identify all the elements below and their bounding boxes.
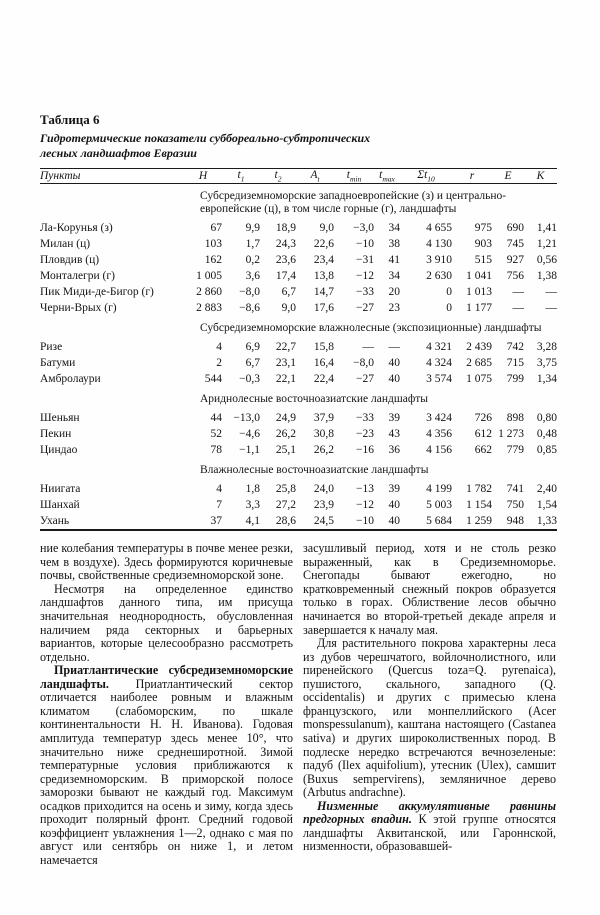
table-cell-value: 23,4 (313, 253, 334, 266)
table-cell-value: 3,75 (536, 356, 557, 369)
table-cell-value: 39 (388, 411, 400, 424)
table-cell-label: Амбролаури (40, 372, 101, 385)
table-row (40, 339, 557, 355)
table-cell-value: 750 (506, 498, 524, 511)
table-cell-value: 741 (506, 482, 524, 495)
table-cell-value: 9,0 (319, 221, 334, 234)
table-cell-value: 2 883 (196, 301, 222, 314)
table-cell-value: 5 684 (426, 514, 452, 527)
table-cell-value: 38 (388, 237, 400, 250)
group-header-row (40, 458, 557, 481)
table-cell-value: 162 (204, 253, 222, 266)
paragraph (303, 542, 556, 637)
table-cell-value: 715 (506, 356, 524, 369)
table-cell-value: 23,6 (275, 253, 296, 266)
table-cell-value: 36 (388, 443, 400, 456)
table-cell-label: Ла-Корунья (з) (40, 221, 113, 234)
table-cell-value: 9,9 (245, 221, 260, 234)
text-column-right (303, 542, 556, 867)
paragraph (303, 800, 556, 854)
table-cell-value: 4 (216, 482, 222, 495)
text-segment: Для растительного покрова характерны леса из дубов черешчатого, войлочнолистного, или пиренейского (Quercus toza=Q. pyrenaica), пушистого, скального, западного (Q. occidentalis) и других с примесью клена французского, или монпеллийского (Acer monspessulanum), каштана настоящего (Castanea sativa) и других широколиственных пород. В подлеске нередко встречаются вечнозеленые: падуб (Ilex aquifolium), утесник (Ulex), самшит (Buxus sempervirens), земляничное дерево (Arbutus andrachne). (303, 636, 556, 800)
table-cell-value: 16,4 (313, 356, 334, 369)
header-row (40, 169, 557, 184)
table-cell-label: Ризе (40, 340, 63, 353)
table-cell-value: −12 (356, 269, 374, 282)
table-body (40, 184, 557, 531)
table-cell-value: 3 574 (426, 372, 452, 385)
table-cell-value: −4,6 (239, 427, 260, 440)
table-row (40, 300, 557, 316)
table-cell-value: 756 (506, 269, 524, 282)
table-cell-value: — (545, 301, 557, 314)
table-cell-value: 23,1 (275, 356, 296, 369)
table-row (40, 268, 557, 284)
table-row (40, 252, 557, 268)
table-cell-value: −10 (356, 237, 374, 250)
table-cell-value: −10 (356, 514, 374, 527)
text-segment: Приатлантический сектор отличается наиболее ровным и влажным климатом (слабоморским, по шкале континентальности Н. Н. Иванова). Годовая амплитуда температур здесь менее 10°, что значительно ниже среднеширотной. Зимой температурные условия приближаются к средиземноморским. В приморской полосе заморозки бывают не каждый год. Максимум осадков приходится на осень и зиму, когда здесь проходит полярный фронт. Средний годовой коэффициент увлажнения 1—2, однако с мая по август или сентябрь он ниже 1, и летом намечается (40, 676, 293, 867)
table-cell-value: — (388, 340, 400, 353)
table-cell-value: 1 273 (498, 427, 524, 440)
table-cell-value: 4 156 (426, 443, 452, 456)
table-cell-value: 4 321 (426, 340, 452, 353)
table-cell-value: 3,6 (245, 269, 260, 282)
table-cell-value: 1 013 (466, 285, 492, 298)
paragraph (40, 583, 293, 664)
table-cell-value: 15,8 (313, 340, 334, 353)
table-cell-value: 690 (506, 221, 524, 234)
table-cell-value: 40 (388, 514, 400, 527)
table-cell-value: 948 (506, 514, 524, 527)
table-cell-value: 24,0 (313, 482, 334, 495)
table-cell-value: 1 259 (466, 514, 492, 527)
table-cell-value: 779 (506, 443, 524, 456)
table-cell-value: 1 005 (196, 269, 222, 282)
table-caption (40, 131, 557, 161)
table-cell-value: 24,3 (275, 237, 296, 250)
table-cell-label: Пик Миди-де-Бигор (г) (40, 285, 154, 298)
table-cell-value: 40 (388, 498, 400, 511)
table-cell-value: — (512, 301, 524, 314)
table-cell-value: 23 (388, 301, 400, 314)
table-cell-label: Батуми (40, 356, 76, 369)
table-cell-value: −8,0 (239, 285, 260, 298)
table-cell-value: 2 860 (196, 285, 222, 298)
table-cell-value: 975 (474, 221, 492, 234)
table-cell-value: 17,4 (275, 269, 296, 282)
table-cell-value: 1,41 (536, 221, 557, 234)
table-cell-value: 1,33 (536, 514, 557, 527)
table-cell-value: 2 (216, 356, 222, 369)
table-cell-value: 6,7 (281, 285, 296, 298)
table-cell-value: 2 439 (466, 340, 492, 353)
body-text (40, 542, 557, 867)
paragraph (40, 542, 293, 583)
table-cell-value: 1,38 (536, 269, 557, 282)
group-header-row (40, 184, 557, 221)
table-cell-value: 4 356 (426, 427, 452, 440)
table-cell-value: — (362, 340, 374, 353)
table-row (40, 426, 557, 442)
column-header: K (524, 169, 557, 184)
table-cell-value: 1 154 (466, 498, 492, 511)
table-row (40, 371, 557, 387)
table-cell-value: 78 (210, 443, 222, 456)
table-cell-value: 28,6 (275, 514, 296, 527)
table-cell-value: — (512, 285, 524, 298)
table-cell-value: 22,6 (313, 237, 334, 250)
table-cell-value: 24,9 (275, 411, 296, 424)
table-cell-value: −13,0 (233, 411, 260, 424)
table-cell-value: −0,3 (239, 372, 260, 385)
group-title: Субсредиземноморские западноевропейские (з) и центрально-европейские (ц), в том числе горные (г), ландшафты (200, 190, 507, 216)
table-cell-value: 799 (506, 372, 524, 385)
text-segment: Приатлантические субсредиземноморские ландшафты. (40, 663, 293, 691)
table-row (40, 355, 557, 371)
table-cell-value: 4 655 (426, 221, 452, 234)
column-header: Пункты (40, 169, 184, 184)
column-header: E (492, 169, 524, 184)
column-header: $\Sigma t_{10}$ (400, 169, 452, 184)
table-cell-value: 20 (388, 285, 400, 298)
group-title: Влажнолесные восточноазиатские ландшафты (200, 464, 429, 477)
text-segment: Несмотря на определенное единство ландшафтов данного типа, им присуща значительная неоднородность, обусловленная наличием ряда секторных и барьерных вариантов, которые целесообразно рассмотреть отдельно. (40, 581, 293, 664)
table-cell-value: 1 177 (466, 301, 492, 314)
table-cell-label: Ниигата (40, 482, 81, 495)
table-cell-value: 2,40 (536, 482, 557, 495)
table-cell-value: 25,1 (275, 443, 296, 456)
group-title: Ариднолесные восточноазиатские ландшафты (200, 393, 429, 406)
table-cell-value: −8,0 (353, 356, 374, 369)
table-cell-value: 2 630 (426, 269, 452, 282)
table-row (40, 410, 557, 426)
table-cell-value: 1,54 (536, 498, 557, 511)
table-cell-value: 25,8 (275, 482, 296, 495)
table-cell-value: 4,1 (245, 514, 260, 527)
table-cell-value: 1,34 (536, 372, 557, 385)
table-cell-label: Монталегри (г) (40, 269, 115, 282)
table-label: Таблица 6 (40, 112, 100, 127)
table-cell-label: Пекин (40, 427, 72, 440)
table-cell-label: Черни-Врых (г) (40, 301, 117, 314)
paragraph (303, 637, 556, 800)
table-cell-value: 24,5 (313, 514, 334, 527)
table-cell-value: 1 075 (466, 372, 492, 385)
table-cell-value: 662 (474, 443, 492, 456)
table-cell-label: Шеньян (40, 411, 80, 424)
table-row (40, 442, 557, 458)
group-title: Субсредиземноморские влажнолесные (экспозиционные) ландшафты (200, 322, 542, 335)
table-cell-value: 3 424 (426, 411, 452, 424)
table-cell-value: −27 (356, 372, 374, 385)
table-cell-value: 22,4 (313, 372, 334, 385)
table-cell-value: 44 (210, 411, 222, 424)
table-cell-label: Циндао (40, 443, 78, 456)
table-cell-value: 0 (446, 285, 452, 298)
table-cell-value: 9,0 (281, 301, 296, 314)
table-cell-value: 0,56 (536, 253, 557, 266)
table-caption-line1: Гидротермические показатели суббореально-субтропических (40, 131, 371, 145)
table-cell-value: 34 (388, 221, 400, 234)
table-cell-value: 22,1 (275, 372, 296, 385)
table-cell-value: −33 (356, 411, 374, 424)
table-cell-value: 903 (474, 237, 492, 250)
column-header: r (452, 169, 492, 184)
table-cell-value: 0,85 (536, 443, 557, 456)
table-cell-label: Шанхай (40, 498, 80, 511)
table-cell-value: 6,7 (245, 356, 260, 369)
table-cell-label: Ухань (40, 514, 70, 527)
table-cell-value: 0,2 (245, 253, 260, 266)
table-cell-value: 40 (388, 356, 400, 369)
column-header: $t_{min}$ (334, 169, 374, 184)
text-segment: засушливый период, хотя и не столь резко выраженный, как в Средиземноморье. Снегопады бывают ежегодно, но кратковременный снежный покров образуется только в горах. Облиствение лесов обычно начинается во второй-третьей декаде апреля и завершается к началу мая. (303, 541, 556, 637)
table-cell-value: 37 (210, 514, 222, 527)
table-cell-value: 515 (474, 253, 492, 266)
table-cell-value: −23 (356, 427, 374, 440)
table-cell-value: 26,2 (275, 427, 296, 440)
data-table (40, 168, 557, 531)
table-cell-value: 6,9 (245, 340, 260, 353)
table-cell-value: 1,21 (536, 237, 557, 250)
page-content (40, 112, 557, 867)
column-header: $t_{max}$ (374, 169, 400, 184)
table-cell-value: — (545, 285, 557, 298)
table-cell-value: 13,8 (313, 269, 334, 282)
table-cell-value: 0,48 (536, 427, 557, 440)
table-cell-value: 23,9 (313, 498, 334, 511)
table-cell-value: −3,0 (353, 221, 374, 234)
table-cell-value: 0 (446, 301, 452, 314)
table-cell-value: 41 (388, 253, 400, 266)
table-cell-label: Пловдив (ц) (40, 253, 100, 266)
table-cell-value: 103 (204, 237, 222, 250)
table-cell-value: 30,8 (313, 427, 334, 440)
table-cell-value: 26,2 (313, 443, 334, 456)
table-cell-value: 40 (388, 372, 400, 385)
table-cell-value: 2 685 (466, 356, 492, 369)
text-segment: К этой группе относятся ландшафты Аквитанской, или Гароннской, низменности, образовавшей- (303, 812, 556, 854)
text-segment: Низменные аккумулятивные равнины предгорных впадин. (303, 798, 556, 827)
table-cell-value: 1 041 (466, 269, 492, 282)
table-cell-value: 742 (506, 340, 524, 353)
paragraph (40, 664, 293, 867)
table-cell-value: 43 (388, 427, 400, 440)
table-cell-value: 745 (506, 237, 524, 250)
table-cell-value: 4 130 (426, 237, 452, 250)
table-cell-value: 4 199 (426, 482, 452, 495)
table-cell-value: 27,2 (275, 498, 296, 511)
text-segment: ние колебания температуры в почве менее резки, чем в воздухе). Здесь формируются коричневые почвы, свойственные средиземноморской зоне. (40, 541, 293, 583)
table-row (40, 284, 557, 300)
column-header: $t_2$ (260, 169, 296, 184)
table-cell-value: −12 (356, 498, 374, 511)
table-cell-value: −8,6 (239, 301, 260, 314)
table-cell-value: 7 (216, 498, 222, 511)
group-header-row (40, 316, 557, 339)
table-cell-value: −33 (356, 285, 374, 298)
table-cell-value: −16 (356, 443, 374, 456)
table-cell-value: 14,7 (313, 285, 334, 298)
table-cell-value: −1,1 (239, 443, 260, 456)
table-cell-value: 898 (506, 411, 524, 424)
table-cell-value: 4 (216, 340, 222, 353)
table-cell-value: 726 (474, 411, 492, 424)
table-cell-value: 37,9 (313, 411, 334, 424)
table-cell-value: −27 (356, 301, 374, 314)
table-cell-value: 52 (210, 427, 222, 440)
column-header: H (184, 169, 222, 184)
table-cell-value: 18,9 (275, 221, 296, 234)
table-row (40, 513, 557, 530)
table-cell-value: 927 (506, 253, 524, 266)
table-caption-line2: лесных ландшафтов Евразии (40, 146, 197, 160)
table-cell-value: 22,7 (275, 340, 296, 353)
table-cell-value: 612 (474, 427, 492, 440)
table-header (40, 169, 557, 184)
table-cell-value: 5 003 (426, 498, 452, 511)
table-cell-value: 3,3 (245, 498, 260, 511)
text-column-left (40, 542, 293, 867)
table-cell-value: 1,8 (245, 482, 260, 495)
table-cell-value: 17,6 (313, 301, 334, 314)
table-row (40, 497, 557, 513)
table-cell-value: 3,28 (536, 340, 557, 353)
table-cell-value: 34 (388, 269, 400, 282)
table-cell-label: Милан (ц) (40, 237, 91, 250)
table-cell-value: −13 (356, 482, 374, 495)
table-cell-value: 0,80 (536, 411, 557, 424)
table-row (40, 481, 557, 497)
table-cell-value: 1 782 (466, 482, 492, 495)
table-row (40, 220, 557, 236)
table-cell-value: 1,7 (245, 237, 260, 250)
column-header: $t_1$ (222, 169, 260, 184)
table-cell-value: 39 (388, 482, 400, 495)
table-cell-value: 3 910 (426, 253, 452, 266)
table-cell-value: 4 324 (426, 356, 452, 369)
table-cell-value: 544 (204, 372, 222, 385)
group-header-row (40, 387, 557, 410)
table-cell-value: −31 (356, 253, 374, 266)
table-row (40, 236, 557, 252)
column-header: $A_t$ (296, 169, 334, 184)
table-cell-value: 67 (210, 221, 222, 234)
